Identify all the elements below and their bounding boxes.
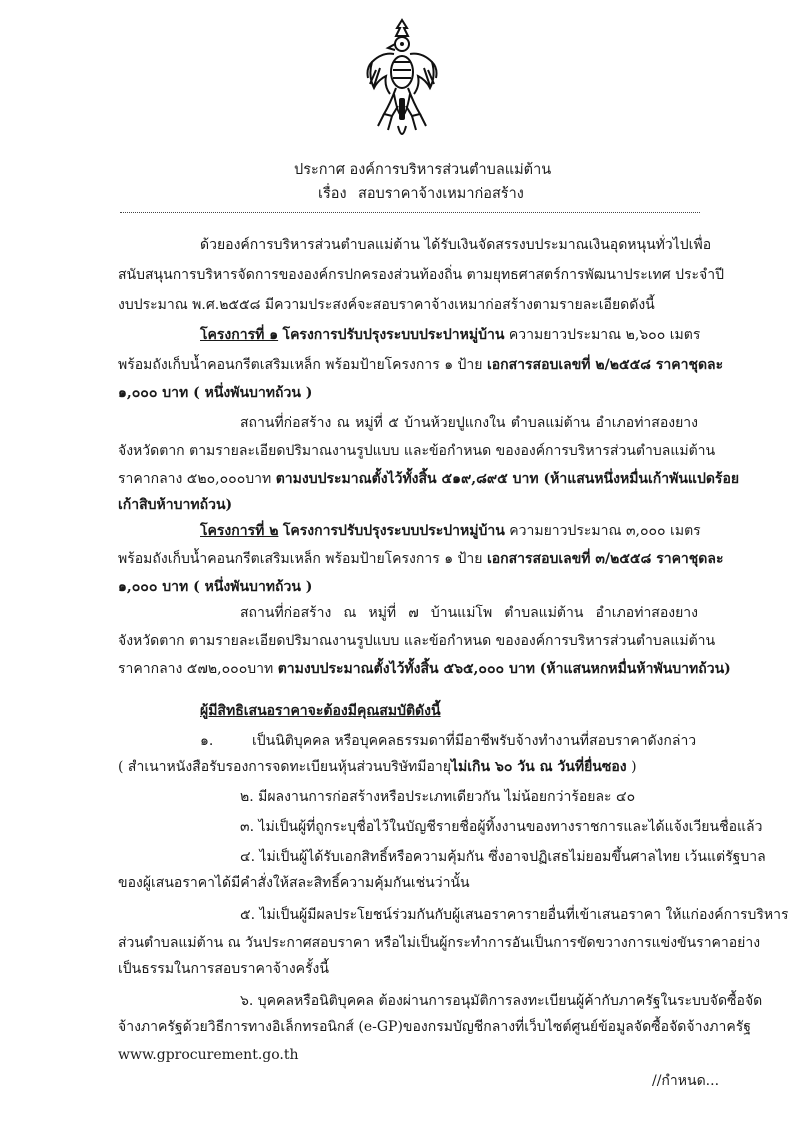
project-1-title: โครงการปรับปรุงระบบประปาหมู่บ้าน xyxy=(282,327,505,343)
qualification-1: เป็นนิติบุคคล หรือบุคคลธรรมดาที่มีอาชีพรับจ้างทำงานที่สอบราคาดังกล่าว xyxy=(252,733,697,749)
project-2-price xyxy=(118,658,731,680)
continuation-note: //กำหนด... xyxy=(652,1073,720,1089)
qualification-1-number: ๑. xyxy=(200,733,214,749)
project-2-median-price: ราคากลาง ๕๗๒,๐๐๐บาท xyxy=(118,661,274,677)
project-2-label: โครงการที่ ๒ xyxy=(200,523,279,539)
qualification-5-line-3: เป็นธรรมในการสอบราคาจ้างครั้งนี้ xyxy=(118,961,329,977)
qualification-6-line-2: จ้างภาครัฐด้วยวิธีการทางอิเล็กทรอนิกส์ (e-GP)ของกรมบัญชีกลางที่เว็บไซต์ศูนย์ข้อมูลจัดซื้อจัดจ้างภาครัฐ xyxy=(118,1019,751,1035)
project-1-budget-cont: เก้าสิบห้าบาทถ้วน) xyxy=(118,497,233,513)
header-divider xyxy=(120,212,700,213)
project-2-length: ความยาวประมาณ ๓,๐๐๐ เมตร xyxy=(509,523,701,539)
project-2-site-1: สถานที่ก่อสร้าง ณ หมู่ที่ ๗ บ้านแม่โพ ตำบลแม่ต้าน อำเภอท่าสองยาง xyxy=(240,605,698,621)
project-1-tank: พร้อมถังเก็บน้ำคอนกรีตเสริมเหล็ก พร้อมป้ายโครงการ ๑ ป้าย xyxy=(118,357,483,373)
project-1-line-2 xyxy=(118,354,724,376)
project-2-doc-number: เอกสารสอบเลขที่ ๓/๒๕๕๘ ราคาชุดละ xyxy=(486,551,724,567)
qualification-1-note-b: ไม่เกิน ๖๐ วัน ณ วันที่ยื่นซอง xyxy=(450,759,627,775)
qualification-2: ๒. มีผลงานการก่อสร้างหรือประเภทเดียวกัน ไม่น้อยกว่าร้อยละ ๔๐ xyxy=(240,789,636,805)
project-1-price xyxy=(118,468,740,490)
project-2-line-2 xyxy=(118,548,724,570)
project-1-budget: ตามงบประมาณตั้งไว้ทั้งสิ้น ๕๑๙,๘๙๕ บาท (ห้าแสนหนึ่งหมื่นเก้าพันแปดร้อย xyxy=(275,471,740,487)
intro-line-1: ด้วยองค์การบริหารส่วนตำบลแม่ต้าน ได้รับเงินจัดสรรงบประมาณเงินอุดหนุนทั่วไปเพื่อ xyxy=(200,237,712,253)
announcement-title: ประกาศ องค์การบริหารส่วนตำบลแม่ต้าน xyxy=(294,162,552,178)
garuda-emblem-icon xyxy=(364,14,440,146)
qualifications-heading: ผู้มีสิทธิเสนอราคาจะต้องมีคุณสมบัติดังนี้ xyxy=(200,703,441,719)
qualification-1-note-a: ( สำเนาหนังสือรับรองการจดทะเบียนหุ้นส่วนบริษัทมีอายุ xyxy=(118,759,451,775)
project-2-title: โครงการปรับปรุงระบบประปาหมู่บ้าน xyxy=(282,523,505,539)
project-2-site-2: จังหวัดตาก ตามรายละเอียดปริมาณงานรูปแบบ และข้อกำหนด ขององค์การบริหารส่วนตำบลแม่ต้าน xyxy=(118,633,716,649)
project-2-budget: ตามงบประมาณตั้งไว้ทั้งสิ้น ๕๖๕,๐๐๐ บาท (ห้าแสนหกหมื่นห้าพันบาทถ้วน) xyxy=(277,661,731,677)
project-1-median-price: ราคากลาง ๕๒๐,๐๐๐บาท xyxy=(118,471,272,487)
intro-line-2: สนับสนุนการบริหารจัดการขององค์กรปกครองส่วนท้องถิ่น ตามยุทธศาสตร์การพัฒนาประเทศ ประจำปี xyxy=(118,267,724,283)
intro-line-3: งบประมาณ พ.ศ.๒๕๕๘ มีความประสงค์จะสอบราคาจ้างเหมาก่อสร้างตามรายละเอียดดังนี้ xyxy=(118,297,655,313)
project-2-line-1 xyxy=(200,520,701,542)
qualification-6-url: www.gprocurement.go.th xyxy=(118,1047,299,1063)
project-1-doc-price: ๑,๐๐๐ บาท ( หนึ่งพันบาทถ้วน ) xyxy=(118,385,313,401)
qualification-4-line-1: ๔. ไม่เป็นผู้ได้รับเอกสิทธิ์หรือความคุ้มกัน ซึ่งอาจปฏิเสธไม่ยอมขึ้นศาลไทย เว้นแต่รัฐบาล xyxy=(240,849,766,865)
project-2-doc-price: ๑,๐๐๐ บาท ( หนึ่งพันบาทถ้วน ) xyxy=(118,579,313,595)
project-1-length: ความยาวประมาณ ๒,๖๐๐ เมตร xyxy=(508,327,701,343)
qualification-1-note xyxy=(118,756,698,778)
qualification-5-line-1: ๕. ไม่เป็นผู้มีผลประโยชน์ร่วมกันกับผู้เสนอราคารายอื่นที่เข้าเสนอราคา ให้แก่องค์การบริหาร xyxy=(240,907,789,923)
project-1-site-2: จังหวัดตาก ตามรายละเอียดปริมาณงานรูปแบบ และข้อกำหนด ขององค์การบริหารส่วนตำบลแม่ต้าน xyxy=(118,443,716,459)
subject-label: เรื่อง xyxy=(318,186,347,202)
qualification-3: ๓. ไม่เป็นผู้ที่ถูกระบุชื่อไว้ในบัญชีรายชื่อผู้ทิ้งงานของทางราชการและได้แจ้งเวียนชื่อแล้ว xyxy=(240,819,763,835)
subject-text: สอบราคาจ้างเหมาก่อสร้าง xyxy=(358,186,524,202)
qualification-4-line-2: ของผู้เสนอราคาได้มีคำสั่งให้สละสิทธิ์ความคุ้มกันเช่นว่านั้น xyxy=(118,875,470,891)
qualification-1-note-c: ) xyxy=(626,759,637,775)
project-1-line-1 xyxy=(200,324,701,346)
project-1-label: โครงการที่ ๑ xyxy=(200,327,279,343)
project-1-doc-number: เอกสารสอบเลขที่ ๒/๒๕๕๘ ราคาชุดละ xyxy=(486,357,724,373)
project-2-tank: พร้อมถังเก็บน้ำคอนกรีตเสริมเหล็ก พร้อมป้ายโครงการ ๑ ป้าย xyxy=(118,551,483,567)
project-1-site-1: สถานที่ก่อสร้าง ณ หมู่ที่ ๕ บ้านห้วยปูแกงใน ตำบลแม่ต้าน อำเภอท่าสองยาง xyxy=(240,415,698,431)
qualification-6-line-1: ๖. บุคคลหรือนิติบุคคล ต้องผ่านการอนุมัติการลงทะเบียนผู้ค้ากับภาครัฐในระบบจัดซื้อจัด xyxy=(240,993,763,1009)
qualification-5-line-2: ส่วนตำบลแม่ต้าน ณ วันประกาศสอบราคา หรือไม่เป็นผู้กระทำการอันเป็นการขัดขวางการแข่งขันราคาอย่าง xyxy=(118,935,761,951)
